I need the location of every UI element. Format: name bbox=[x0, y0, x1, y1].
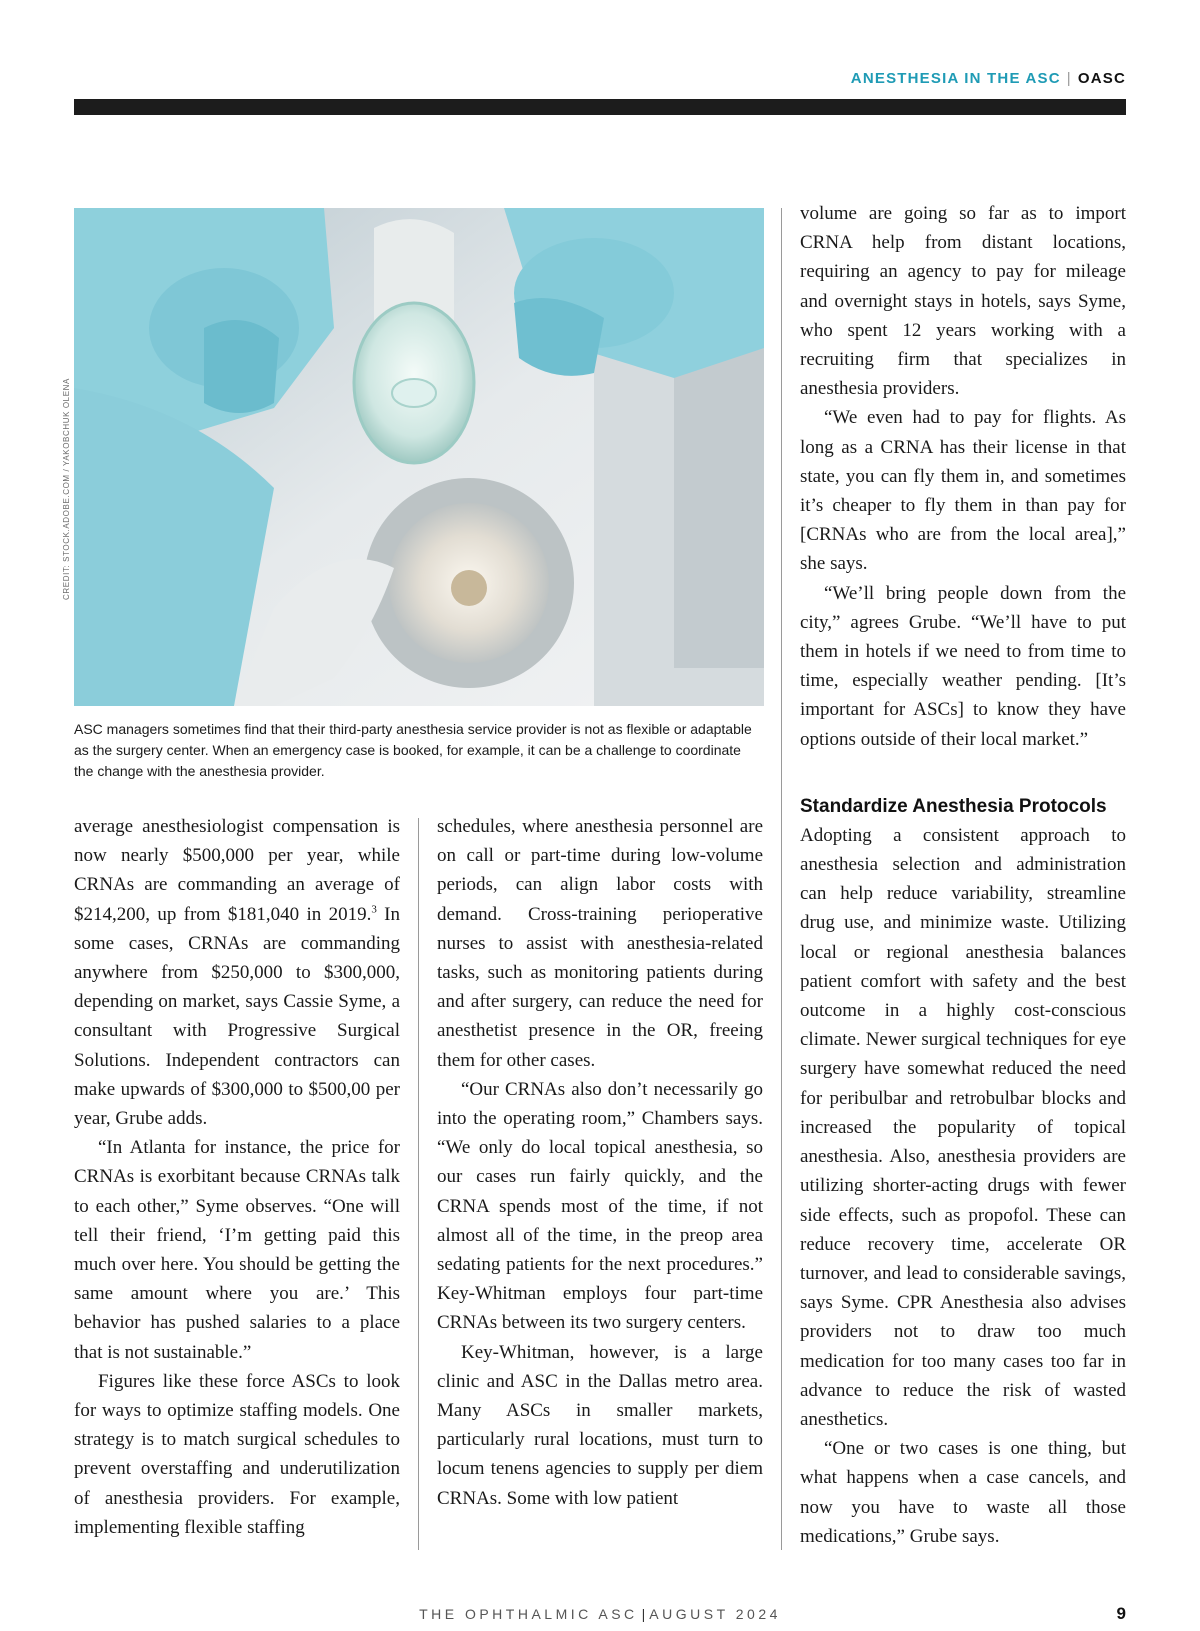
paragraph: “One or two cases is one thing, but what happens when a case cancels, and now you have to waste all those medications,” Grube says. bbox=[800, 1438, 1126, 1547]
article-column-1 bbox=[74, 812, 400, 1542]
publication-name: THE OPHTHALMIC ASC bbox=[419, 1606, 638, 1622]
paragraph: Figures like these force ASCs to look for ways to optimize staffing models. One strategy is to match surgical schedules to prevent overstaffing and underutilization of anesthesia providers. For example, implementing flexible staffing bbox=[74, 1370, 400, 1538]
paragraph: volume are going so far as to import CRNA help from distant locations, requiring an agency to pay for mileage and overnight stays in hotels, says Syme, who spent 12 years working with a recruiting firm that specializes in anesthesia providers. bbox=[800, 203, 1126, 400]
brand-name: OASC bbox=[1077, 70, 1126, 87]
surgery-illustration bbox=[74, 208, 764, 706]
article-column-2 bbox=[437, 812, 763, 1513]
paragraph: schedules, where anesthesia personnel are on call or part-time during low-volume periods, can align labor costs with demand. Cross-training perioperative nurses to assist with anesthesia-related tasks, such as monitoring patients during and after surgery, can reduce the need for anesthetist presence in the OR, freeing them for other cases. bbox=[437, 816, 763, 1071]
paragraph: Key-Whitman, however, is a large clinic and ASC in the Dallas metro area. Many ASCs in smaller markets, particularly rural locations, must turn to locum tenens agencies to supply per diem CRNAs. Some with low patient bbox=[437, 1341, 763, 1509]
running-footer bbox=[0, 1606, 1200, 1622]
section-heading: Standardize Anesthesia Protocols bbox=[800, 795, 1107, 817]
paragraph-text: In some cases, CRNAs are commanding anywhere from $250,000 to $300,000, depending on market, says Cassie Syme, a consultant with Progressive Surgical Solutions. Independent contractors can make upwards of $300,000 to $500,00 per year, Grube adds. bbox=[74, 903, 400, 1130]
paragraph: “Our CRNAs also don’t necessarily go into the operating room,” Chambers says. “We only do local topical anesthesia, so our cases run fairly quickly, and the CRNA spends most of the time, if not almost all of the time, in the preop area sedating patients for the next procedures.” Key-Whitman employs four part-time CRNAs between its two surgery centers. bbox=[437, 1078, 763, 1334]
header-divider: | bbox=[1066, 70, 1072, 87]
page-number: 9 bbox=[1116, 1604, 1126, 1623]
paragraph-text: average anesthesiologist compensation is now nearly $500,000 per year, while CRNAs are commanding an average of $214,200, up from $181,040 in 2019. bbox=[74, 816, 400, 925]
paragraph: “We even had to pay for flights. As long as a CRNA has their license in that state, you can fly them in, and sometimes it’s cheaper to fly them in than pay for [CRNAs who are from the local area],” she says. bbox=[800, 407, 1126, 575]
issue-date: AUGUST 2024 bbox=[649, 1606, 781, 1622]
paragraph: Adopting a consistent approach to anesthesia selection and administration can help reduce variability, streamline drug use, and minimize waste. Utilizing local or regional anesthesia balances patient comfort with safety and the best outcome in a highly cost-conscious climate. Newer surgical techniques for eye surgery have somewhat reduced the need for peribulbar and retrobulbar blocks and increased the popularity of topical anesthesia. Also, anesthesia providers are utilizing shorter-acting drugs with fewer side effects, such as propofol. These can reduce recovery time, accelerate OR turnover, and lead to considerable savings, says Syme. CPR Anesthesia also advises providers not to draw too much medication for too many cases too far in advance to reduce the risk of wasted anesthetics. bbox=[800, 824, 1126, 1430]
header-rule bbox=[74, 99, 1126, 115]
paragraph: “We’ll bring people down from the city,” agrees Grube. “We’ll have to put them in hotels if we need to from time to time, especially weather pending. [It’s important for ASCs] to know they have options outside of their local market.” bbox=[800, 582, 1126, 750]
photo-caption: ASC managers sometimes find that their third-party anesthesia service provider is not as flexible or adaptable as the surgery center. When an emergency case is booked, for example, it can be a challenge to coordinate the change with the anesthesia provider. bbox=[74, 721, 752, 779]
running-header bbox=[851, 70, 1126, 87]
section-title: ANESTHESIA IN THE ASC bbox=[850, 70, 1061, 87]
footer-divider: | bbox=[641, 1606, 646, 1622]
paragraph bbox=[74, 812, 400, 1133]
photo-credit: CREDIT: STOCK.ADOBE.COM / YAKOBCHUK OLENA bbox=[62, 378, 71, 600]
footnote-ref: 3 bbox=[371, 903, 377, 916]
article-column-3 bbox=[800, 199, 1126, 1551]
paragraph: “In Atlanta for instance, the price for CRNAs is exorbitant because CRNAs talk to each other,” Syme observes. “One will tell their friend, ‘I’m getting paid this much over here. You should be getting the same amount where you are.’ This behavior has pushed salaries to a place that is not sustainable.” bbox=[74, 1137, 400, 1363]
column-divider bbox=[418, 818, 419, 1550]
column-divider bbox=[781, 208, 782, 1550]
article-photo bbox=[74, 208, 764, 706]
